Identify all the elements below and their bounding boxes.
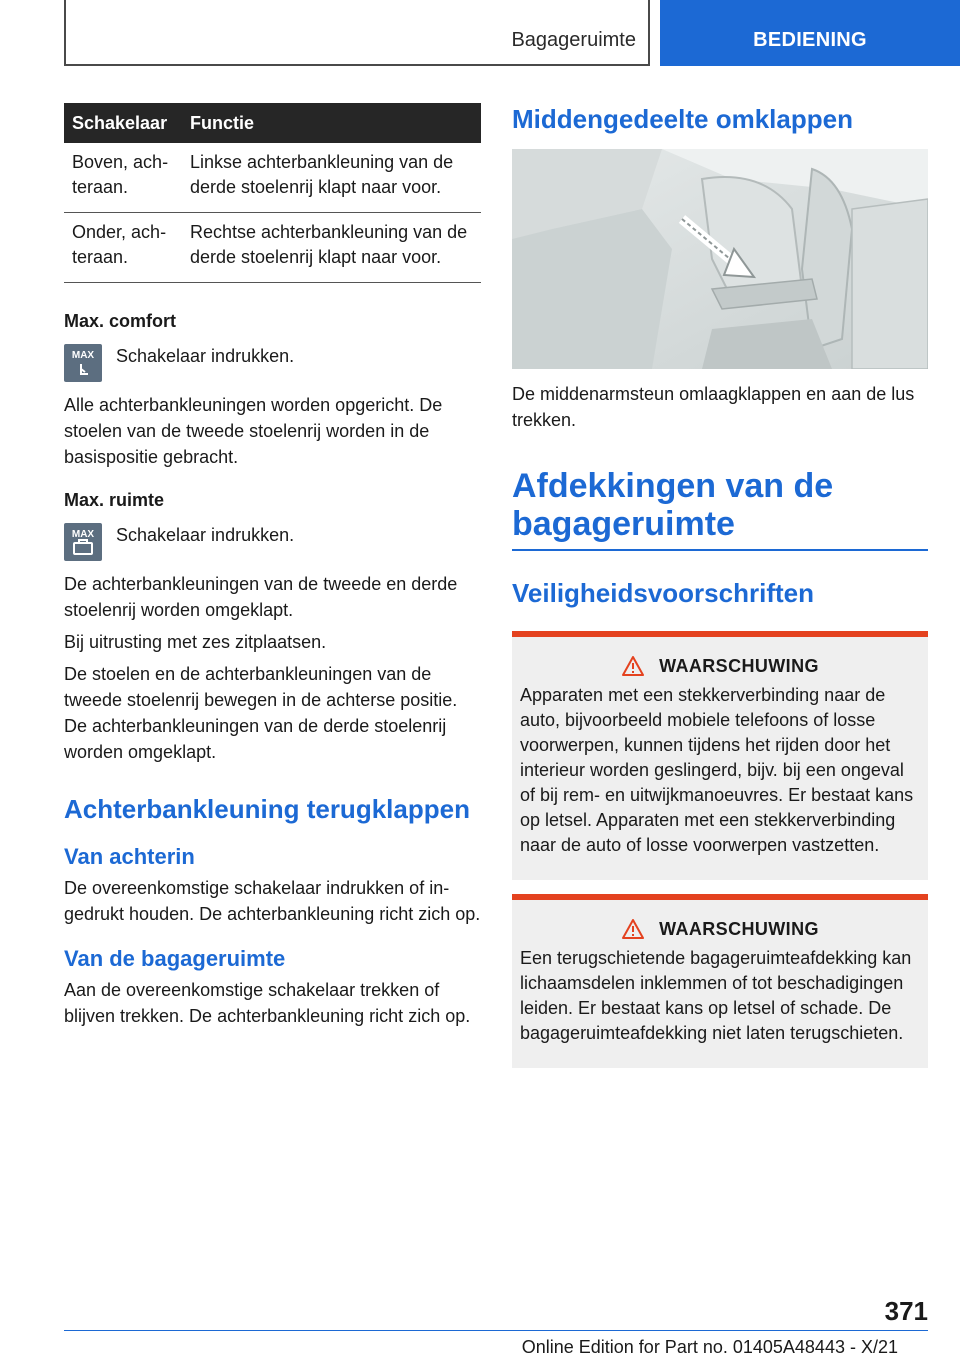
max-comfort-icon <box>64 344 102 382</box>
table-cell: Linkse achterbankleuning van de derde stoelenrij klapt naar voor. <box>182 143 481 213</box>
warning-text: Een terugschietende bagageruimteafdekking kan lichaamsdelen inklemmen of tot beschadigingen leiden. Er bestaat kans op letsel of schade. De bagageruimteafdekking niet laten terugschieten. <box>520 948 912 1043</box>
warning-box <box>512 631 928 880</box>
middle-heading: Middengedeelte omklappen <box>512 104 853 134</box>
footer-divider <box>64 1330 928 1331</box>
max-comfort-body: Alle achterbankleuningen worden opgericht. De stoelen van de tweede stoelenrij worden in de basispositie gebracht. <box>64 395 443 467</box>
svg-text:MAX: MAX <box>71 529 95 540</box>
max-comfort-instruction-text: Schakelaar indrukken. <box>116 346 295 366</box>
table-header-row <box>64 103 481 143</box>
page-number: 371 <box>884 1296 928 1326</box>
warning-text: Apparaten met een stekkerverbinding naar de auto, bijvoorbeeld mobiele telefoons of losse voorwerpen, kunnen tijdens het rijden door het interieur worden geslingerd, bijv. bij een ongeval of bij rem- en uitwijkmanoeuvres. Er bestaat kans op letsel. Apparaten met een stekkerverbinding naar de auto of losse voorwerpen vastzetten. <box>520 685 914 855</box>
table-row <box>64 213 481 283</box>
six-seats-note: Bij uitrusting met zes zitplaatsen. <box>64 632 327 652</box>
max-space-title: Max. ruimte <box>64 490 165 510</box>
switch-table <box>64 103 481 283</box>
luggage-text: Aan de overeenkomstige schakelaar trekken of blijven trekken. De achterbankleuning richt zich op. <box>64 980 471 1026</box>
max-space-body: De achterbankleuningen van de tweede en derde stoelenrij worden omgeklapt. <box>64 574 458 620</box>
left-column <box>64 103 481 1029</box>
right-column <box>512 103 928 1068</box>
header-section-box <box>660 0 960 66</box>
safety-heading: Veiligheidsvoorschriften <box>512 578 814 608</box>
middle-armrest-illustration <box>512 149 928 369</box>
warning-label: WAARSCHUWING <box>659 918 819 939</box>
warning-box <box>512 894 928 1068</box>
header-title: Bagageruimte <box>511 29 636 51</box>
table-cell: Onder, achteraan. <box>64 213 182 283</box>
six-seats-body: De stoelen en de achterbankleuningen van de tweede stoelenrij bewegen in de achterse positie. De achterbankleuningen van de derde stoelenrij worden omgeklapt. <box>64 664 458 762</box>
fold-back-heading: Achterbankleuning terugklappen <box>64 794 470 824</box>
max-space-icon <box>64 523 102 561</box>
svg-text:MAX: MAX <box>71 350 95 361</box>
warning-triangle-icon <box>621 655 645 677</box>
rear-text: De overeenkomstige schakelaar indrukken of ingedrukt houden. De achterbankleuning richt zich op. <box>64 878 481 924</box>
covers-heading: Afdekkingen van de bagageruimte <box>512 467 928 551</box>
table-header: Schakelaar <box>64 103 182 143</box>
max-comfort-instruction <box>64 344 481 382</box>
max-space-instruction-text: Schakelaar indrukken. <box>116 525 295 545</box>
rear-heading: Van achterin <box>64 844 195 869</box>
table-row <box>64 143 481 213</box>
table-cell: Boven, achteraan. <box>64 143 182 213</box>
middle-caption: De middenarmsteun omlaagklappen en aan de lus trekken. <box>512 384 915 430</box>
table-header: Functie <box>182 103 481 143</box>
max-space-instruction <box>64 523 481 561</box>
footer-edition: Online Edition for Part no. 01405A48443 - X/21 <box>521 1337 898 1357</box>
max-comfort-title: Max. comfort <box>64 311 177 331</box>
luggage-heading: Van de bagageruimte <box>64 946 286 971</box>
warning-header <box>520 918 920 940</box>
warning-triangle-icon <box>621 918 645 940</box>
warning-header <box>520 655 920 677</box>
header-title-box <box>64 0 650 66</box>
table-cell: Rechtse achterbankleuning van de derde stoelenrij klapt naar voor. <box>182 213 481 283</box>
header-section: BEDIENING <box>753 29 867 51</box>
warning-label: WAARSCHUWING <box>659 655 819 676</box>
